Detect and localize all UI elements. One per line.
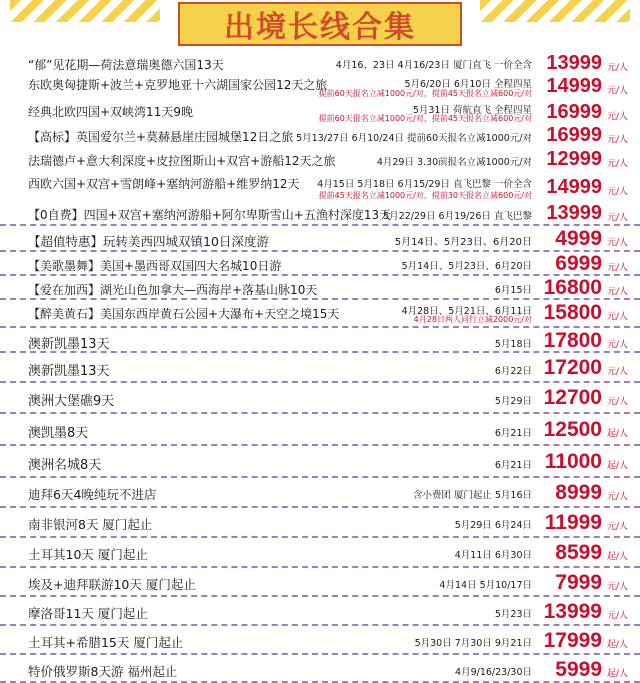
list-item [0,202,640,226]
price-unit: 元/人 [606,522,628,532]
price-unit: 元/人 [606,312,628,322]
list-item [0,226,640,252]
tour-price: 13999 [546,52,602,74]
tour-note: 4月28日两人同行立减2000元/对 [413,315,532,324]
tour-dates: 5月30日 7月30日 9月21日 [414,638,532,649]
list-item [0,328,640,353]
list-item [0,478,640,508]
tour-price: 17999 [543,629,602,652]
price-unit: 元/人 [606,582,628,592]
tour-price: 4999 [555,227,602,250]
tour-dates: 4月28日、5月21日、6月11日 [401,306,532,317]
price-unit: 元/人 [606,213,628,223]
tour-dates: 5月18日 [494,339,532,350]
list-item [0,172,640,202]
tour-name: 【爱在加西】湖光山色加拿大—西海岸+落基山脉10天 [28,283,318,297]
tour-price: 11000 [544,450,602,473]
tour-dates: 5月6/20日 6月10日 全程四星 [404,79,532,90]
list-item [0,626,640,655]
tour-dates: 4月15日 5月18日 6月15/29日 直飞巴黎 一价全含 [317,179,532,190]
list-item [0,276,640,300]
price-unit: 元/人 [606,135,628,145]
tour-price: 12500 [543,418,602,441]
tour-name: 土耳其10天 厦门起止 [28,547,148,562]
price-unit: 元/人 [606,611,628,621]
list-item [0,300,640,328]
tour-name: 澳洲大堡礁9天 [28,394,115,409]
price-unit: 起/人 [606,640,628,650]
tour-name: 特价俄罗斯8天游 福州起止 [28,664,178,679]
page-title: 出境长线合集 [224,10,416,45]
title-box [178,2,462,46]
price-unit: 元/人 [606,340,628,350]
tour-name: 埃及+迪拜联游10天 厦门起止 [28,577,196,592]
tour-name: 摩洛哥11天 厦门起止 [28,606,148,621]
tour-name: 【高标】英国爱尔兰+莫赫悬崖庄园城堡12日之旅 [28,130,294,144]
tour-dates: 4月29日 3.30前报名立减1000元/对 [376,157,532,168]
tour-dates: 6月15日 [494,285,532,296]
tour-price: 17200 [543,356,602,379]
tour-dates: 4月11日 6月30日 [454,550,532,561]
price-unit: 元/人 [606,397,628,407]
tour-dates: 5月29日 6月24日 [454,520,532,531]
tour-note: 提前60天报名立减1000元/对，提前45天报名立减600元/对 [318,114,532,123]
tour-price: 13999 [543,600,602,623]
tour-dates: 4月16、23日 4月16/23日 厦门直飞 一价全含 [335,60,532,71]
tour-name: 澳新凯墨13天 [28,364,110,379]
tour-dates: 5月31日 荷航直飞 全程四星 [412,105,532,116]
tour-name: 南非银河8天 厦门起止 [28,517,153,532]
tour-price: 5999 [555,658,602,681]
tour-dates: 4月9/16/23/30日 [455,667,532,678]
tour-dates: 含小费团 厦门起止 5月16日 [412,490,532,501]
tour-name: 迪拜6天4晚纯玩不进店 [28,487,157,502]
list-item [0,446,640,478]
list-item [0,383,640,414]
price-unit: 元/人 [606,492,628,502]
tour-price: 11999 [544,511,602,534]
price-unit: 元/人 [606,63,628,73]
tour-name: “郁”见花期—荷法意瑞奥德六国13天 [28,58,224,72]
tour-name: 【超值特惠】玩转美西四城双镇10日深度游 [28,234,269,249]
tour-dates: 4月14日 5月10/17日 [439,580,532,591]
list-item [0,568,640,597]
list-item [0,538,640,568]
price-unit: 元/人 [606,367,628,377]
list-item [0,252,640,276]
tour-name: 澳新凯墨13天 [28,337,110,352]
tour-price: 15800 [543,301,602,324]
list-item [0,52,640,74]
tour-price: 12999 [546,148,602,170]
tour-price: 14999 [546,75,602,97]
price-unit: 元/人 [606,187,628,197]
tour-dates: 6月22日 [494,366,532,377]
price-unit: 元/人 [606,287,628,297]
price-unit: 起/人 [606,552,628,562]
tour-name: 经典北欧四国+双峡湾11天9晚 [28,105,193,119]
price-unit: 元/人 [606,112,628,122]
tour-name: 【0自费】四国+双宫+塞纳河游船+阿尔卑斯雪山+五渔村深度13天 [28,208,392,222]
tour-name: 【醉美黄石】美国东西岸黄石公园+大瀑布+天空之境15天 [28,307,340,321]
tour-name: 法瑞德卢+意大利深度+皮拉图斯山+双宫+游船12天之旅 [28,154,336,168]
tour-note: 提前45天报名立减1000元/对，提前30天报名立减600元/对 [318,191,532,200]
tour-dates: 5月14日、5月23日、6月20日 [394,237,532,248]
list-item [0,124,640,148]
tour-price: 16800 [543,276,602,299]
tour-name: 东欧奥匈捷斯+波兰+克罗地亚十六湖国家公园12天之旅 [28,78,328,92]
tour-price: 13999 [546,202,602,224]
tour-dates: 5月13/27日 6月10/24日 提前60天报名立减1000元/对 [296,133,532,144]
price-unit: 起/人 [606,461,628,471]
list-item [0,414,640,446]
list-item [0,148,640,172]
tour-name: 澳凯墨8天 [28,426,89,441]
tour-price: 16999 [546,124,602,146]
list-item [0,508,640,538]
tour-dates: 5月22/29日 6月19/26日 直飞巴黎 [383,211,532,222]
price-unit: 起/人 [606,669,628,679]
header-banner [0,0,640,52]
tour-name: 澳洲名城8天 [28,458,102,473]
price-unit: 元/人 [606,159,628,169]
tour-note: 提前60天报名立减1000元/对，提前45天报名立减600元/对 [318,89,532,98]
price-unit: 起/人 [606,429,628,439]
tour-name: 西欧六国+双宫+雪朗峰+塞纳河游船+维罗纳12天 [28,177,300,191]
tour-price: 8999 [555,481,602,504]
tour-dates: 5月23日 [494,609,532,620]
tour-price: 14999 [546,176,602,198]
tour-dates: 6月21日 [494,460,532,471]
list-item [0,353,640,383]
decorative-stripe-left [10,0,160,22]
tour-dates: 5月14日、5月23日、6月20日 [401,261,532,272]
tour-list [0,52,640,683]
price-unit: 元/人 [606,238,628,248]
tour-dates: 5月29日 [494,396,532,407]
list-item [0,597,640,626]
price-unit: 元/人 [606,86,628,96]
tour-price: 16999 [546,101,602,123]
tour-price: 12700 [543,386,602,409]
tour-name: 土耳其+希腊15天 厦门起止 [28,635,184,650]
tour-price: 8599 [555,541,602,564]
list-item [0,74,640,100]
list-item [0,100,640,124]
tour-price: 17800 [543,329,602,352]
tour-price: 7999 [555,571,602,594]
list-item [0,655,640,683]
tour-dates: 6月21日 [494,428,532,439]
tour-price: 6999 [555,252,602,275]
decorative-stripe-right [480,0,630,22]
tour-name: 【美歌墨舞】美国+墨西哥双国四大名城10日游 [28,259,282,273]
price-unit: 元/人 [606,263,628,273]
